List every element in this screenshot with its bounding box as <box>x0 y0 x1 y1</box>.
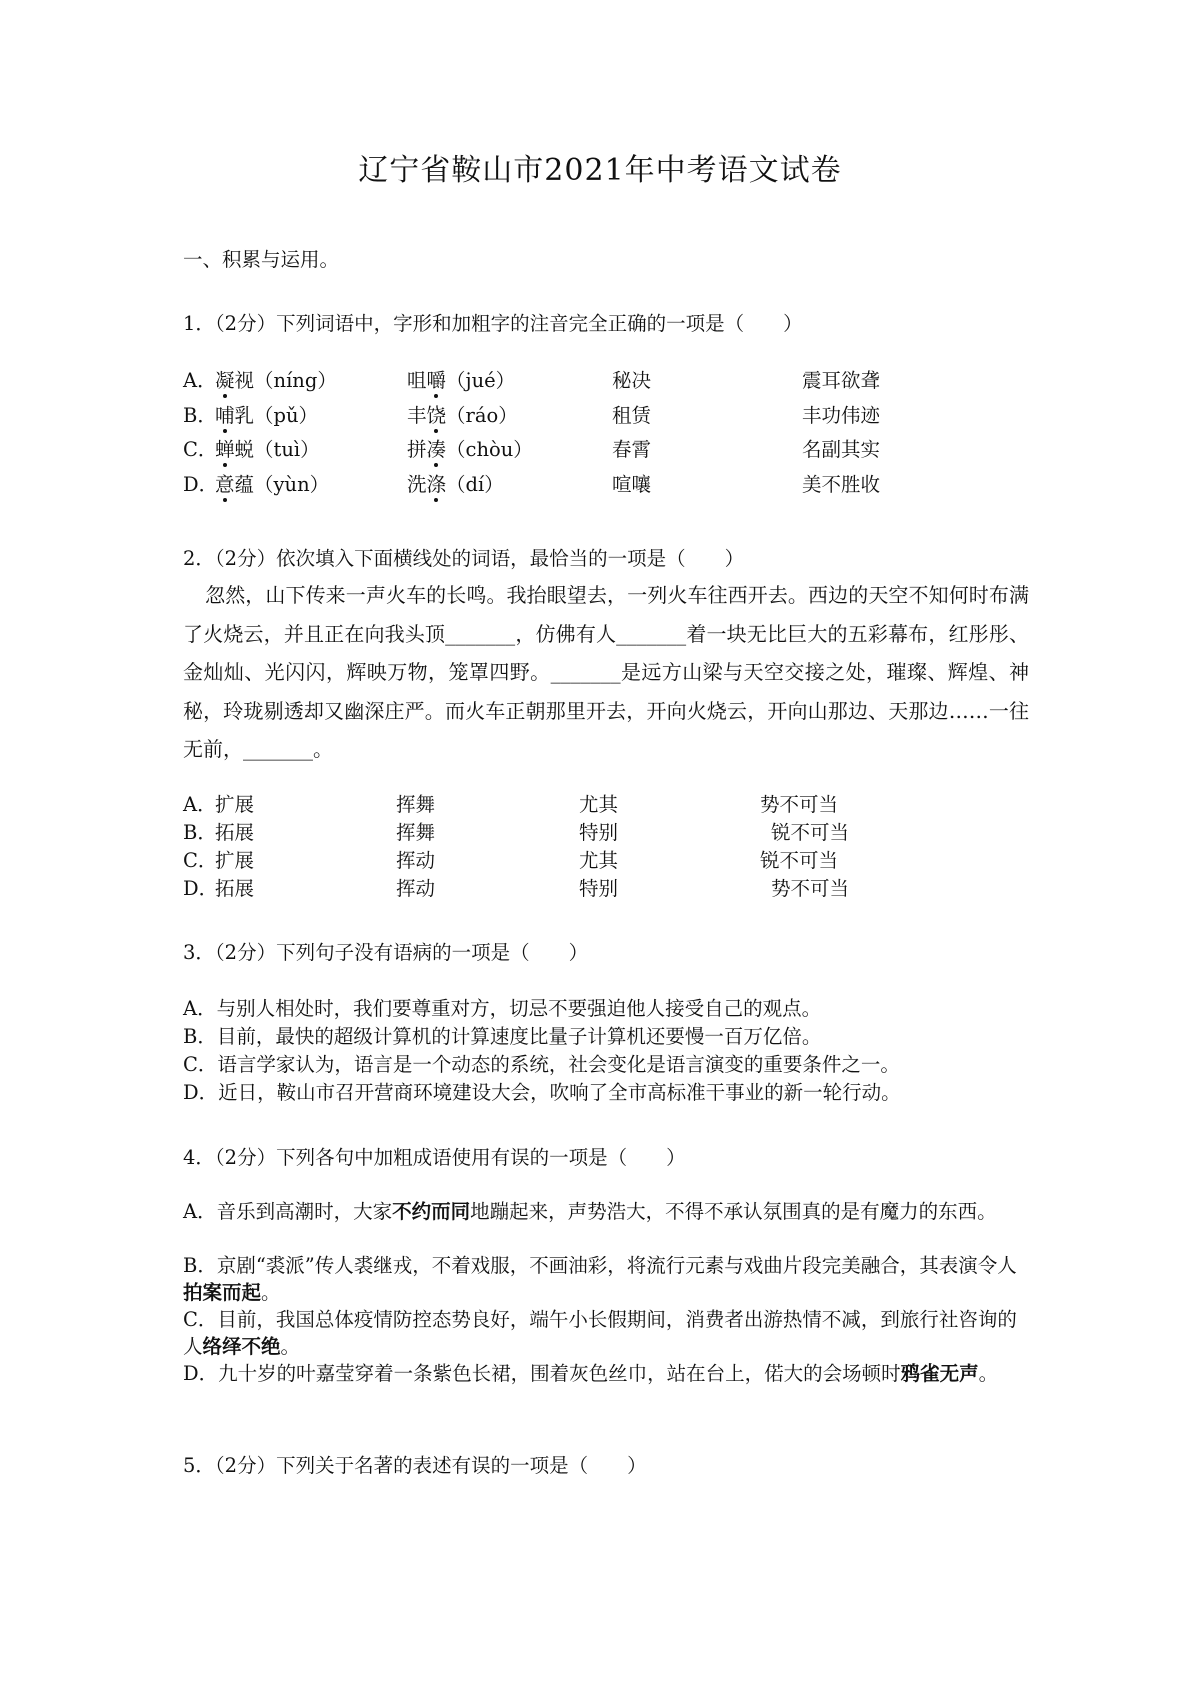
q3-option: B．目前，最快的超级计算机的计算速度比量子计算机还要慢一百万亿倍。 <box>183 1025 822 1048</box>
q4-option: B．京剧“裘派”传人裘继戎，不着戏服，不画油彩，将流行元素与戏曲片段完美融合，其表演令人拍案而起。 <box>183 1254 1017 1304</box>
q1-option-label: C． <box>183 438 218 461</box>
q1-option-word-3: 喧嚷 <box>612 473 652 496</box>
q1-option-word-1: 哺乳（pǔ） <box>215 404 319 427</box>
q2-option-choice-1: 拓展 <box>215 877 255 900</box>
q1-option-word-1: 蝉蜕（tuì） <box>215 438 320 461</box>
q2-option-choice-4: 势不可当 <box>771 877 850 900</box>
q1-option-word-4: 名副其实 <box>802 438 881 461</box>
section-heading: 一、积累与运用。 <box>183 248 340 271</box>
q2-option-choice-3: 特别 <box>579 877 619 900</box>
q2-option-choice-4: 势不可当 <box>760 793 839 816</box>
q2-option-label: B． <box>183 821 217 844</box>
q2-option-choice-2: 挥舞 <box>396 793 436 816</box>
q1-option-word-1: 意蕴（yùn） <box>215 473 330 496</box>
q2-option-choice-2: 挥动 <box>396 849 436 872</box>
question-1-stem: 1．（2分）下列词语中，字形和加粗字的注音完全正确的一项是（ ） <box>183 312 803 335</box>
q1-option-word-2: 咀嚼（jué） <box>407 369 516 392</box>
q1-option-word-4: 丰功伟迹 <box>802 404 881 427</box>
page-title: 辽宁省鞍山市2021年中考语文试卷 <box>358 153 842 188</box>
q1-option-label: B． <box>183 404 217 427</box>
q4-option: D．九十岁的叶嘉莹穿着一条紫色长裙，围着灰色丝巾，站在台上，偌大的会场顿时鸦雀无声。 <box>183 1362 999 1385</box>
q2-option-choice-3: 尤其 <box>579 793 619 816</box>
question-2-passage: 忽然，山下传来一声火车的长鸣。我抬眼望去，一列火车往西开去。西边的天空不知何时布满了火烧云，并且正在向我头顶_______，仿佛有人_______着一块无比巨大的五彩幕布，红彤彤、金灿灿、光闪闪，辉映万物，笼罩四野。_______是远方山梁与天空交接之处，璀璨、辉煌、神秘，玲珑剔透却又幽深庄严。而火车正朝那里开去，开向火烧云，开向山那边、天那边……一往无前，_______。 <box>183 583 1029 761</box>
q2-option-choice-1: 拓展 <box>215 821 255 844</box>
question-5-stem: 5．（2分）下列关于名著的表述有误的一项是（ ） <box>183 1454 647 1477</box>
q1-option-label: D． <box>183 473 219 496</box>
q1-option-word-3: 秘决 <box>612 369 652 392</box>
q1-option-label: A． <box>183 369 217 392</box>
question-2-stem: 2．（2分）依次填入下面横线处的词语，最恰当的一项是（ ） <box>183 547 745 570</box>
q2-option-label: A． <box>183 793 217 816</box>
q2-option-choice-2: 挥舞 <box>396 821 436 844</box>
bold-idiom: 络绎不绝 <box>202 1335 281 1358</box>
q4-option: A．音乐到高潮时，大家不约而同地蹦起来，声势浩大，不得不承认氛围真的是有魔力的东西。 <box>183 1200 997 1223</box>
q1-option-word-2: 丰饶（ráo） <box>407 404 518 427</box>
q1-option-word-2: 洗涤（dí） <box>407 473 504 496</box>
q2-option-choice-4: 锐不可当 <box>771 821 850 844</box>
q2-option-choice-2: 挥动 <box>396 877 436 900</box>
q2-option-choice-1: 扩展 <box>215 793 255 816</box>
question-4-stem: 4．（2分）下列各句中加粗成语使用有误的一项是（ ） <box>183 1146 686 1169</box>
q1-option-word-2: 拼凑（chòu） <box>407 438 533 461</box>
q2-option-choice-1: 扩展 <box>215 849 255 872</box>
question-3-stem: 3．（2分）下列句子没有语病的一项是（ ） <box>183 941 589 964</box>
bold-idiom: 拍案而起 <box>183 1281 262 1304</box>
q1-option-word-1: 凝视（níng） <box>215 369 337 392</box>
q1-option-word-3: 租赁 <box>612 404 652 427</box>
q3-option: D．近日，鞍山市召开营商环境建设大会，吹响了全市高标准干事业的新一轮行动。 <box>183 1081 901 1104</box>
q2-option-label: D． <box>183 877 219 900</box>
q1-option-word-4: 美不胜收 <box>802 473 881 496</box>
q2-option-choice-3: 尤其 <box>579 849 619 872</box>
q3-option: A．与别人相处时，我们要尊重对方，切忌不要强迫他人接受自己的观点。 <box>183 997 822 1020</box>
bold-idiom: 不约而同 <box>392 1200 471 1223</box>
q2-option-label: C． <box>183 849 218 872</box>
bold-idiom: 鸦雀无声 <box>900 1362 979 1385</box>
q1-option-word-3: 春霄 <box>612 438 652 461</box>
q3-option: C．语言学家认为，语言是一个动态的系统，社会变化是语言演变的重要条件之一。 <box>183 1053 900 1076</box>
q2-option-choice-4: 锐不可当 <box>760 849 839 872</box>
q1-option-word-4: 震耳欲聋 <box>802 369 881 392</box>
q4-option: C．目前，我国总体疫情防控态势良好，端午小长假期间，消费者出游热情不减，到旅行社咨询的人络绎不绝。 <box>183 1308 1017 1358</box>
q2-option-choice-3: 特别 <box>579 821 619 844</box>
